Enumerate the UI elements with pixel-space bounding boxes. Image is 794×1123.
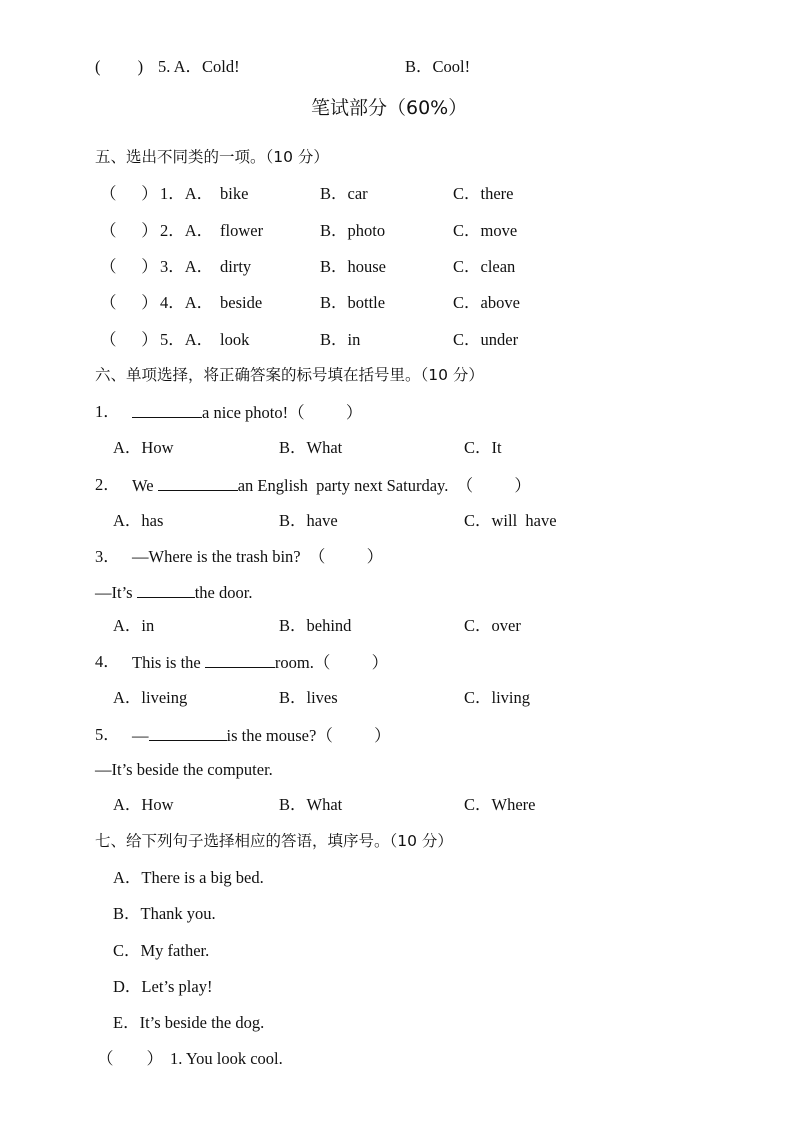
option-c: C．over [464, 616, 521, 635]
option-b: B．in [320, 330, 361, 349]
option-c: C．Where [464, 795, 536, 814]
option-c: C．clean [453, 257, 516, 276]
option-a: flower [220, 221, 264, 240]
answer-option: C．My father. [113, 941, 210, 960]
question-text: This is the [132, 653, 205, 672]
section-title: 笔试部分（60%） [311, 97, 468, 119]
answer-paren[interactable]: （ ） [97, 1049, 163, 1068]
answer-text: —It’s beside the computer. [95, 760, 273, 779]
answer-paren[interactable]: （ ） [100, 330, 158, 349]
question-text: — [132, 726, 149, 745]
question-number: 3．A． [160, 257, 214, 276]
fill-blank[interactable] [137, 582, 195, 598]
answer-option: E．It’s beside the dog. [113, 1013, 265, 1032]
question-text: —Where is the trash bin? （ ） [132, 547, 384, 566]
option-b: B．What [279, 438, 343, 457]
question-text: a nice photo!（ ） [202, 403, 363, 422]
option-b: B．house [320, 257, 386, 276]
answer-option: B．Thank you. [113, 904, 216, 923]
option-c: C．It [464, 438, 502, 457]
answer-option: D．Let’s play! [113, 977, 213, 996]
option-a: A．liveing [113, 688, 188, 707]
option-a: look [220, 330, 250, 349]
question-number: 4．A． [160, 293, 214, 312]
question-text: an English party next Saturday. （ ） [237, 476, 531, 495]
question-number: 5．A． [160, 330, 214, 349]
option-b: B．bottle [320, 293, 386, 312]
fill-blank[interactable] [158, 475, 238, 491]
option-b: B．What [279, 795, 343, 814]
option-c: C．there [453, 184, 514, 203]
question-number: 2． [95, 475, 120, 494]
section-heading: 五、选出不同类的一项。（10 分） [95, 148, 329, 166]
option-c: C．above [453, 293, 520, 312]
option-a: bike [220, 184, 249, 203]
option-a: A．in [113, 616, 155, 635]
option-c: C．under [453, 330, 519, 349]
answer-option: A．There is a big bed. [113, 868, 264, 887]
option-b: B．have [279, 511, 338, 530]
answer-paren[interactable]: （ ） [100, 257, 158, 276]
answer-text: —It’s [95, 583, 137, 602]
option-b: B．behind [279, 616, 352, 635]
question-line [132, 725, 391, 746]
option-b: B．photo [320, 221, 386, 240]
question-number: 2．A． [160, 221, 214, 240]
question-text: 5. A．Cold! [158, 57, 240, 76]
question-line [132, 402, 362, 423]
option-c: C．will have [464, 511, 557, 530]
answer-line [95, 582, 252, 603]
option-a: A．has [113, 511, 164, 530]
answer-paren[interactable]: ( ) [95, 57, 144, 76]
answer-paren[interactable]: （ ） [100, 184, 158, 203]
question-number: 4． [95, 652, 120, 671]
fill-blank[interactable] [149, 725, 227, 741]
answer-text: the door. [194, 583, 253, 602]
option-a: beside [220, 293, 263, 312]
question-number: 3． [95, 547, 120, 566]
option-b: B．car [320, 184, 368, 203]
option-c: C．move [453, 221, 518, 240]
question-text: is the mouse?（ ） [226, 726, 391, 745]
question-line [132, 475, 531, 496]
section-heading: 六、单项选择，将正确答案的标号填在括号里。（10 分） [95, 366, 484, 384]
fill-blank[interactable] [132, 402, 202, 418]
answer-paren[interactable]: （ ） [100, 221, 158, 240]
option-a: A．How [113, 438, 174, 457]
option-b: B．lives [279, 688, 338, 707]
option-a: A．How [113, 795, 174, 814]
option-c: C．living [464, 688, 531, 707]
question-number: 1． [95, 402, 120, 421]
question-text: room.（ ） [274, 653, 389, 672]
section-heading: 七、给下列句子选择相应的答语，填序号。（10 分） [95, 832, 453, 850]
fill-blank[interactable] [205, 652, 275, 668]
answer-paren[interactable]: （ ） [100, 293, 158, 312]
question-text: We [132, 476, 158, 495]
question-number: 1．A． [160, 184, 214, 203]
option-b: B．Cool! [405, 57, 471, 76]
option-a: dirty [220, 257, 252, 276]
question-line [132, 652, 388, 673]
question-text: 1. You look cool. [170, 1049, 283, 1068]
question-number: 5． [95, 725, 120, 744]
